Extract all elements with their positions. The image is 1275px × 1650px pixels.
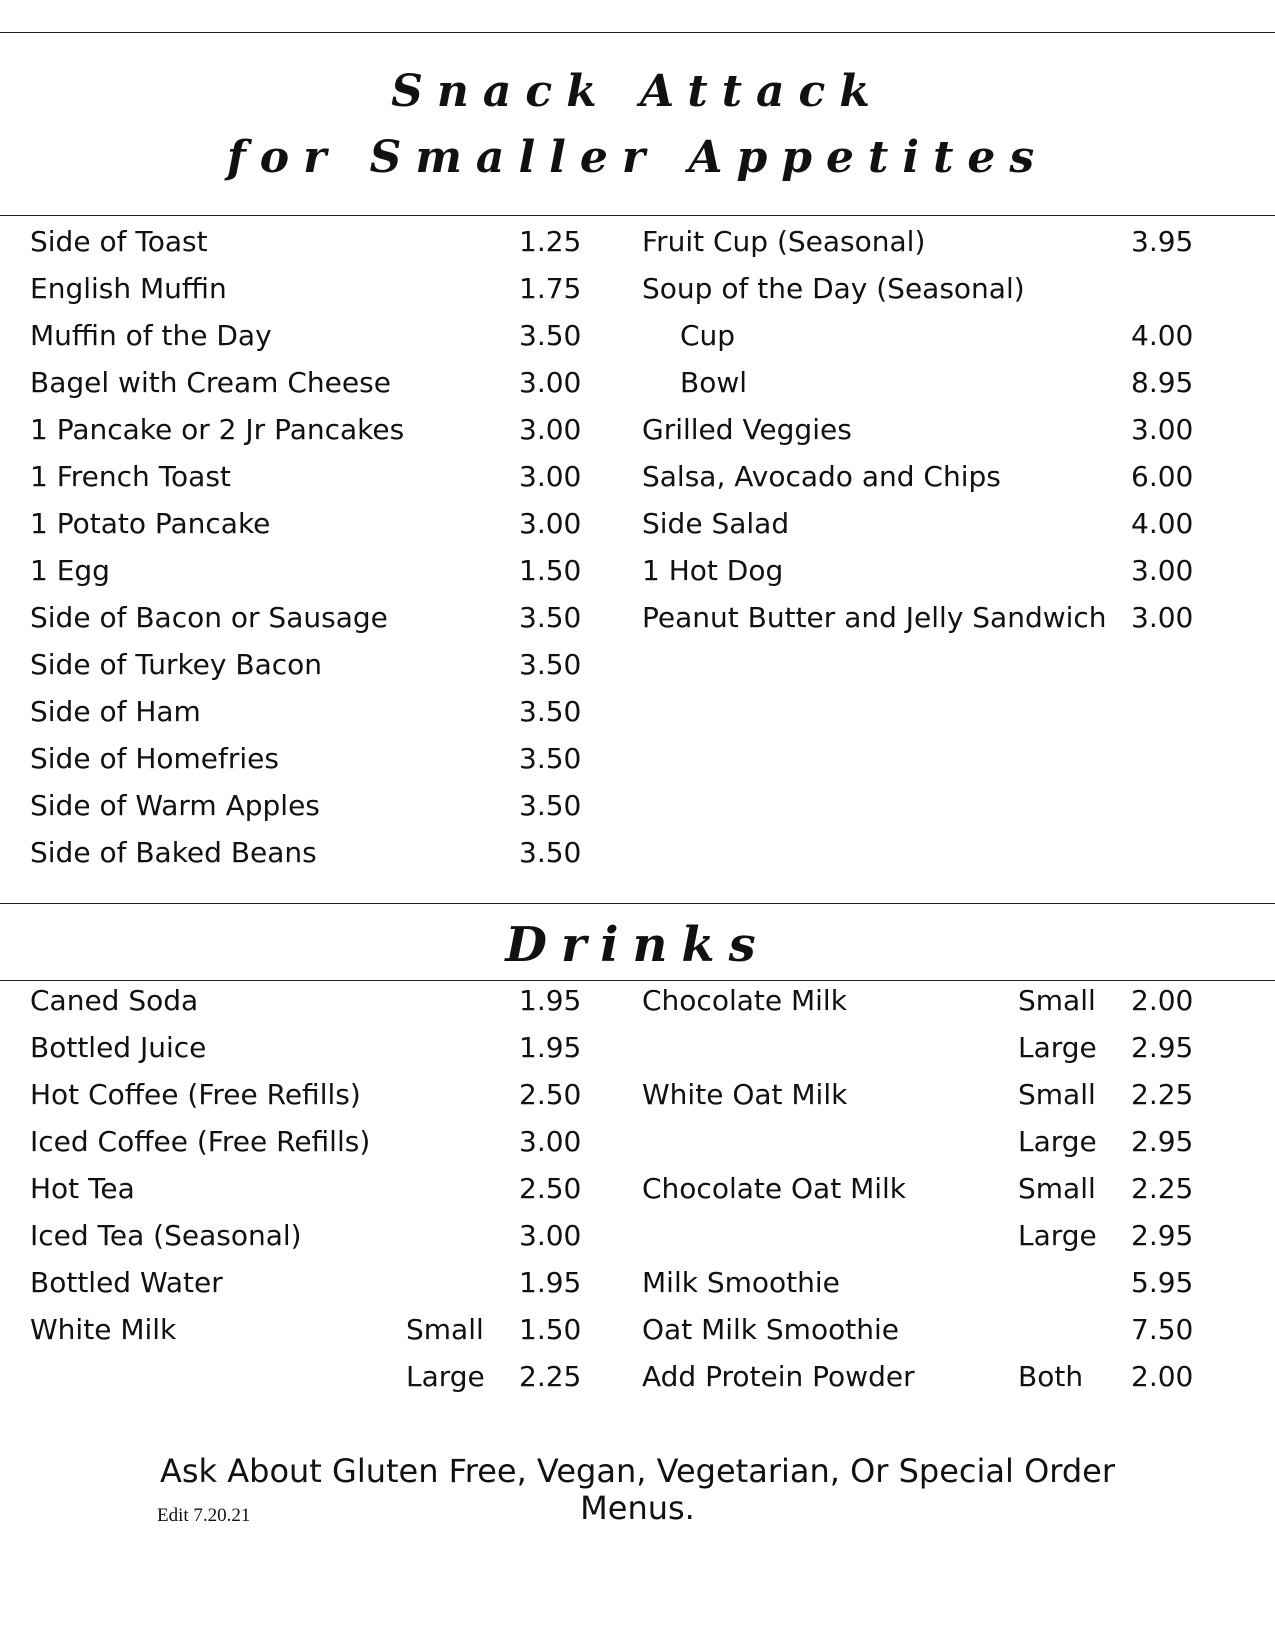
item-price: 3.95 <box>1131 225 1194 258</box>
item-name: Muffin of the Day <box>30 319 272 352</box>
item-name: Side of Homefries <box>30 742 279 775</box>
menu-item-row <box>642 312 1202 359</box>
item-price: 3.50 <box>519 789 582 822</box>
item-price: 3.00 <box>519 507 582 540</box>
menu-item-row <box>30 641 590 688</box>
menu-item-row <box>642 218 1202 265</box>
item-price: 1.95 <box>519 1266 582 1299</box>
item-name: Add Protein Powder <box>642 1360 915 1393</box>
item-name: Oat Milk Smoothie <box>642 1313 899 1346</box>
item-size: Small <box>1018 984 1096 1017</box>
menu-item-row <box>642 1071 1202 1118</box>
item-price: 3.00 <box>519 1125 582 1158</box>
item-name: Chocolate Oat Milk <box>642 1172 907 1205</box>
special-menus-note: Ask About Gluten Free, Vegan, Vegetarian, Or Special Order Menus. <box>159 1452 1116 1527</box>
item-price: 3.00 <box>1131 554 1194 587</box>
item-name: 1 Pancake or 2 Jr Pancakes <box>30 413 405 446</box>
item-price: 2.95 <box>1131 1219 1194 1252</box>
menu-item-row <box>30 688 590 735</box>
item-name: Side Salad <box>642 507 790 540</box>
snack-list-right <box>642 218 1202 641</box>
item-name: Iced Tea (Seasonal) <box>30 1219 302 1252</box>
item-price: 5.95 <box>1131 1266 1194 1299</box>
item-name: Side of Toast <box>30 225 208 258</box>
item-price: 3.00 <box>519 460 582 493</box>
item-price: 2.25 <box>1131 1078 1194 1111</box>
item-name: Bagel with Cream Cheese <box>30 366 391 399</box>
menu-item-row <box>30 594 590 641</box>
menu-item-row <box>30 1212 590 1259</box>
menu-item-row <box>642 1118 1202 1165</box>
item-name: Side of Turkey Bacon <box>30 648 323 681</box>
item-price: 3.50 <box>519 601 582 634</box>
item-size: Large <box>1018 1125 1097 1158</box>
menu-item-row <box>30 1306 590 1353</box>
item-name: White Oat Milk <box>642 1078 848 1111</box>
item-name: Milk Smoothie <box>642 1266 840 1299</box>
item-price: 1.95 <box>519 984 582 1017</box>
item-name: Side of Baked Beans <box>30 836 317 869</box>
item-name: Peanut Butter and Jelly Sandwich <box>642 601 1107 634</box>
drinks-title: Drinks <box>505 917 770 973</box>
item-price: 2.25 <box>519 1360 582 1393</box>
item-price: 1.50 <box>519 554 582 587</box>
menu-item-row <box>30 1024 590 1071</box>
edit-date: Edit 7.20.21 <box>157 1505 251 1526</box>
menu-item-row <box>642 1353 1202 1400</box>
item-size: Large <box>1018 1219 1097 1252</box>
menu-item-row <box>642 453 1202 500</box>
item-price: 3.50 <box>519 695 582 728</box>
menu-item-row <box>642 500 1202 547</box>
item-price: 3.00 <box>519 366 582 399</box>
item-price: 3.50 <box>519 648 582 681</box>
item-name: Bottled Juice <box>30 1031 207 1064</box>
item-size: Small <box>1018 1078 1096 1111</box>
item-price: 3.50 <box>519 742 582 775</box>
menu-item-row <box>30 782 590 829</box>
item-price: 3.00 <box>519 413 582 446</box>
item-name: 1 French Toast <box>30 460 231 493</box>
menu-item-row <box>642 1259 1202 1306</box>
item-price: 3.50 <box>519 836 582 869</box>
item-name: Cup <box>680 319 736 352</box>
menu-item-row <box>642 594 1202 641</box>
item-name: Grilled Veggies <box>642 413 852 446</box>
drinks-list-left <box>30 977 590 1400</box>
snack-list-left <box>30 218 590 876</box>
menu-item-row <box>30 453 590 500</box>
drinks-list-right <box>642 977 1202 1400</box>
menu-item-row <box>30 977 590 1024</box>
item-name: Bowl <box>680 366 748 399</box>
item-name: Salsa, Avocado and Chips <box>642 460 1001 493</box>
item-price: 2.50 <box>519 1172 582 1205</box>
snack-section-rule <box>0 215 1275 216</box>
item-price: 7.50 <box>1131 1313 1194 1346</box>
title-line-1: Snack Attack <box>391 66 884 117</box>
title-line-2: for Smaller Appetites <box>226 132 1049 183</box>
item-price: 3.00 <box>1131 601 1194 634</box>
menu-item-row <box>642 1165 1202 1212</box>
item-price: 2.50 <box>519 1078 582 1111</box>
item-price: 1.50 <box>519 1313 582 1346</box>
item-name: Side of Ham <box>30 695 201 728</box>
item-price: 8.95 <box>1131 366 1194 399</box>
item-price: 3.00 <box>519 1219 582 1252</box>
menu-item-row <box>30 1071 590 1118</box>
item-name: Soup of the Day (Seasonal) <box>642 272 1025 305</box>
menu-item-row <box>30 265 590 312</box>
item-size: Large <box>406 1360 485 1393</box>
item-name: White Milk <box>30 1313 177 1346</box>
item-name: English Muffin <box>30 272 227 305</box>
menu-item-row <box>642 359 1202 406</box>
menu-item-row <box>30 1353 590 1400</box>
drinks-top-rule <box>0 903 1275 904</box>
menu-item-row <box>642 265 1202 312</box>
menu-item-row <box>642 1212 1202 1259</box>
item-size: Small <box>406 1313 484 1346</box>
menu-item-row <box>30 500 590 547</box>
item-price: 2.00 <box>1131 1360 1194 1393</box>
item-price: 1.25 <box>519 225 582 258</box>
item-name: Iced Coffee (Free Refills) <box>30 1125 371 1158</box>
item-name: Hot Coffee (Free Refills) <box>30 1078 361 1111</box>
item-price: 3.50 <box>519 319 582 352</box>
menu-item-row <box>30 735 590 782</box>
menu-item-row <box>30 218 590 265</box>
menu-item-row <box>30 359 590 406</box>
item-name: Bottled Water <box>30 1266 223 1299</box>
menu-item-row <box>642 1306 1202 1353</box>
menu-item-row <box>30 829 590 876</box>
item-price: 1.75 <box>519 272 582 305</box>
menu-item-row <box>30 1259 590 1306</box>
item-name: Side of Warm Apples <box>30 789 320 822</box>
item-price: 3.00 <box>1131 413 1194 446</box>
menu-item-row <box>30 547 590 594</box>
item-name: Chocolate Milk <box>642 984 847 1017</box>
item-name: Hot Tea <box>30 1172 135 1205</box>
menu-item-row <box>642 406 1202 453</box>
item-price: 2.95 <box>1131 1125 1194 1158</box>
menu-item-row <box>30 1118 590 1165</box>
menu-item-row <box>642 547 1202 594</box>
item-name: 1 Potato Pancake <box>30 507 271 540</box>
item-price: 2.95 <box>1131 1031 1194 1064</box>
item-price: 6.00 <box>1131 460 1194 493</box>
item-price: 2.25 <box>1131 1172 1194 1205</box>
item-price: 4.00 <box>1131 319 1194 352</box>
menu-item-row <box>642 1024 1202 1071</box>
item-name: Side of Bacon or Sausage <box>30 601 388 634</box>
item-name: 1 Hot Dog <box>642 554 784 587</box>
menu-item-row <box>642 977 1202 1024</box>
item-price: 1.95 <box>519 1031 582 1064</box>
menu-item-row <box>30 406 590 453</box>
menu-item-row <box>30 1165 590 1212</box>
menu-item-row <box>30 312 590 359</box>
item-price: 2.00 <box>1131 984 1194 1017</box>
item-name: Fruit Cup (Seasonal) <box>642 225 926 258</box>
item-name: 1 Egg <box>30 554 110 587</box>
item-size: Large <box>1018 1031 1097 1064</box>
item-size: Small <box>1018 1172 1096 1205</box>
item-name: Caned Soda <box>30 984 199 1017</box>
top-rule <box>0 32 1275 33</box>
item-price: 4.00 <box>1131 507 1194 540</box>
item-size: Both <box>1018 1360 1084 1393</box>
